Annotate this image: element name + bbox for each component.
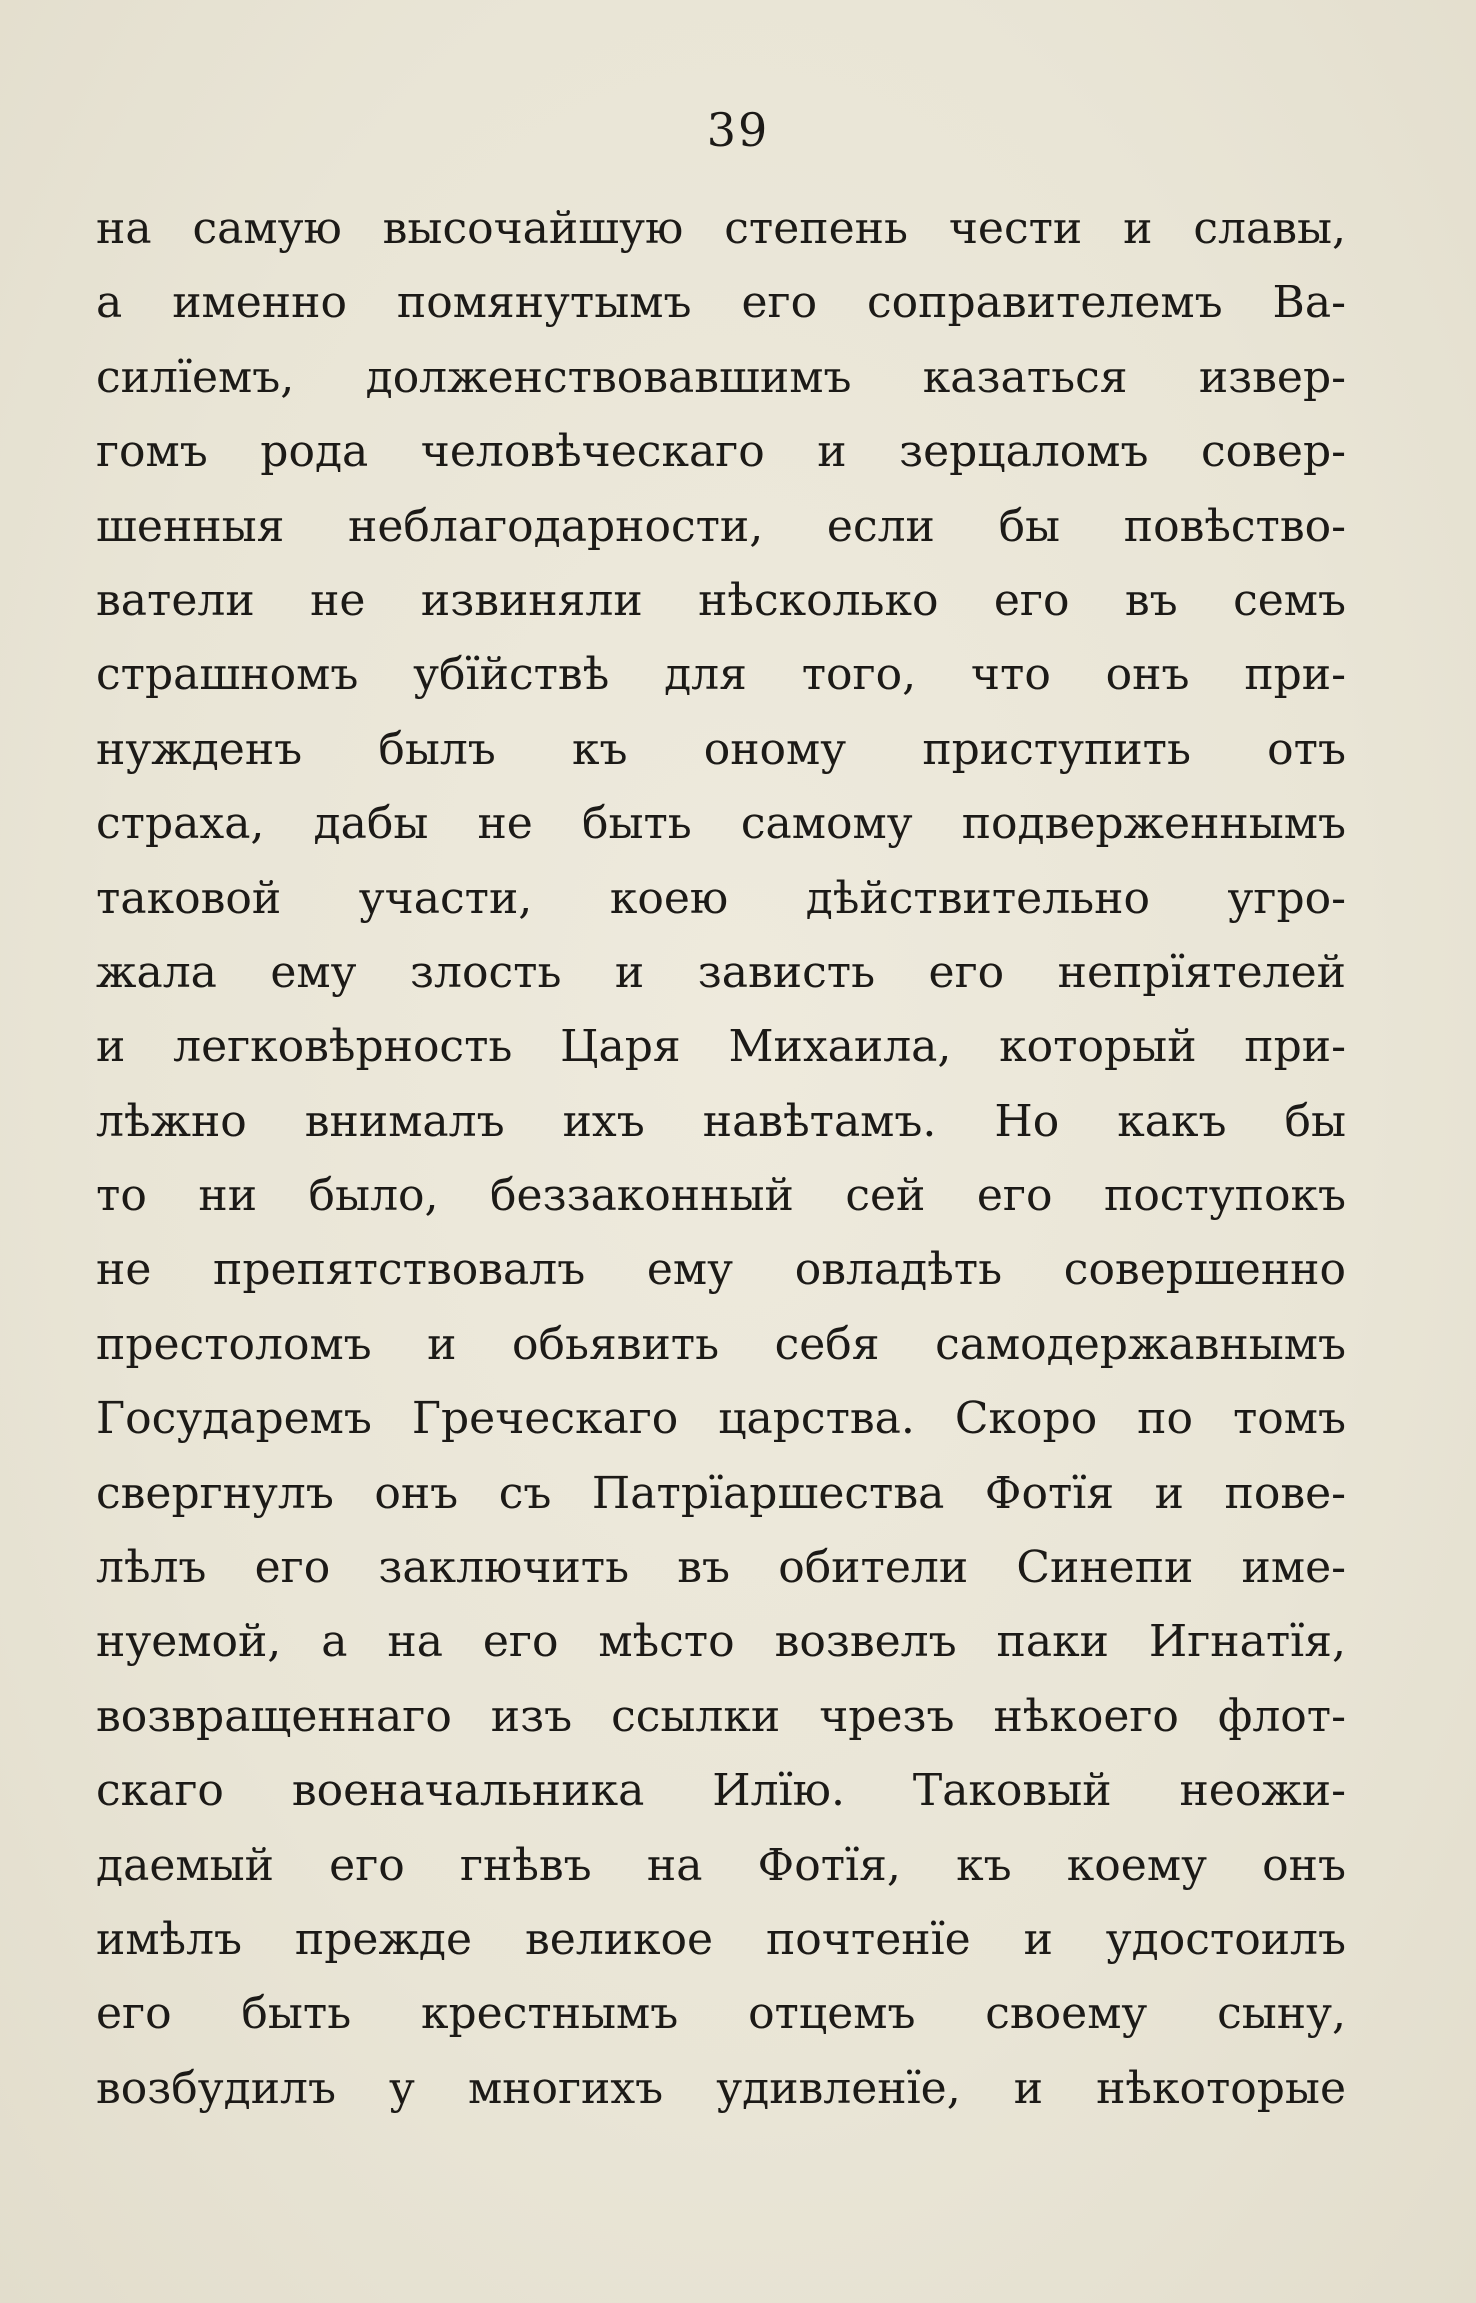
text-line: жала ему злость и зависть его непрïятелей [96,946,1346,998]
text-line: возвращеннаго изъ ссылки чрезъ нѣкоего флот- [96,1690,1346,1742]
text-line: шенныя неблагодарности, если бы повѣство- [96,500,1346,552]
text-line: и легковѣрность Царя Михаила, который при- [96,1021,1346,1073]
text-line: страшномъ убïйствѣ для того, что онъ при- [96,649,1346,701]
page-number: 39 [706,103,770,157]
text-line: страха, дабы не быть самому подверженнымъ [96,798,1346,850]
text-line: а именно помянутымъ его соправителемъ Ва- [96,277,1346,329]
text-line: его быть крестнымъ отцемъ своему сыну, [96,1988,1346,2040]
text-line: даемый его гнѣвъ на Фотïя, къ коему онъ [96,1839,1346,1891]
text-line: силïемъ, долженствовавшимъ казаться извер- [96,351,1346,403]
text-line: имѣлъ прежде великое почтенïе и удостоилъ [96,1913,1346,1965]
text-line: престоломъ и обьявить себя самодержавнымъ [96,1318,1346,1370]
text-line: нужденъ былъ къ оному приступить отъ [96,723,1346,775]
text-line: таковой участи, коею дѣйствительно угро- [96,872,1346,924]
text-line: гомъ рода человѣческаго и зерцаломъ совер- [96,426,1346,478]
text-line: на самую высочайшую степень чести и славы, [96,203,1346,254]
text-line: Государемъ Греческаго царства. Скоро по томъ [96,1393,1346,1445]
text-line: скаго военачальника Илïю. Таковый неожи- [96,1765,1346,1817]
text-line: возбудилъ у многихъ удивленïе, и нѣкоторые [96,2062,1346,2114]
text-line: то ни было, беззаконный сей его поступокъ [96,1170,1346,1222]
text-line: нуемой, а на его мѣсто возвелъ паки Игнатïя, [96,1616,1346,1668]
text-line: свергнулъ онъ съ Патрïаршества Фотïя и пове- [96,1467,1346,1519]
text-line: ватели не извиняли нѣсколько его въ семъ [96,574,1346,626]
text-line: не препятствовалъ ему овладѣть совершенно [96,1244,1346,1296]
body-text [96,192,1346,2126]
text-line: лѣжно внималъ ихъ навѣтамъ. Но какъ бы [96,1095,1346,1147]
text-line: лѣлъ его заключить въ обители Синепи име- [96,1542,1346,1594]
